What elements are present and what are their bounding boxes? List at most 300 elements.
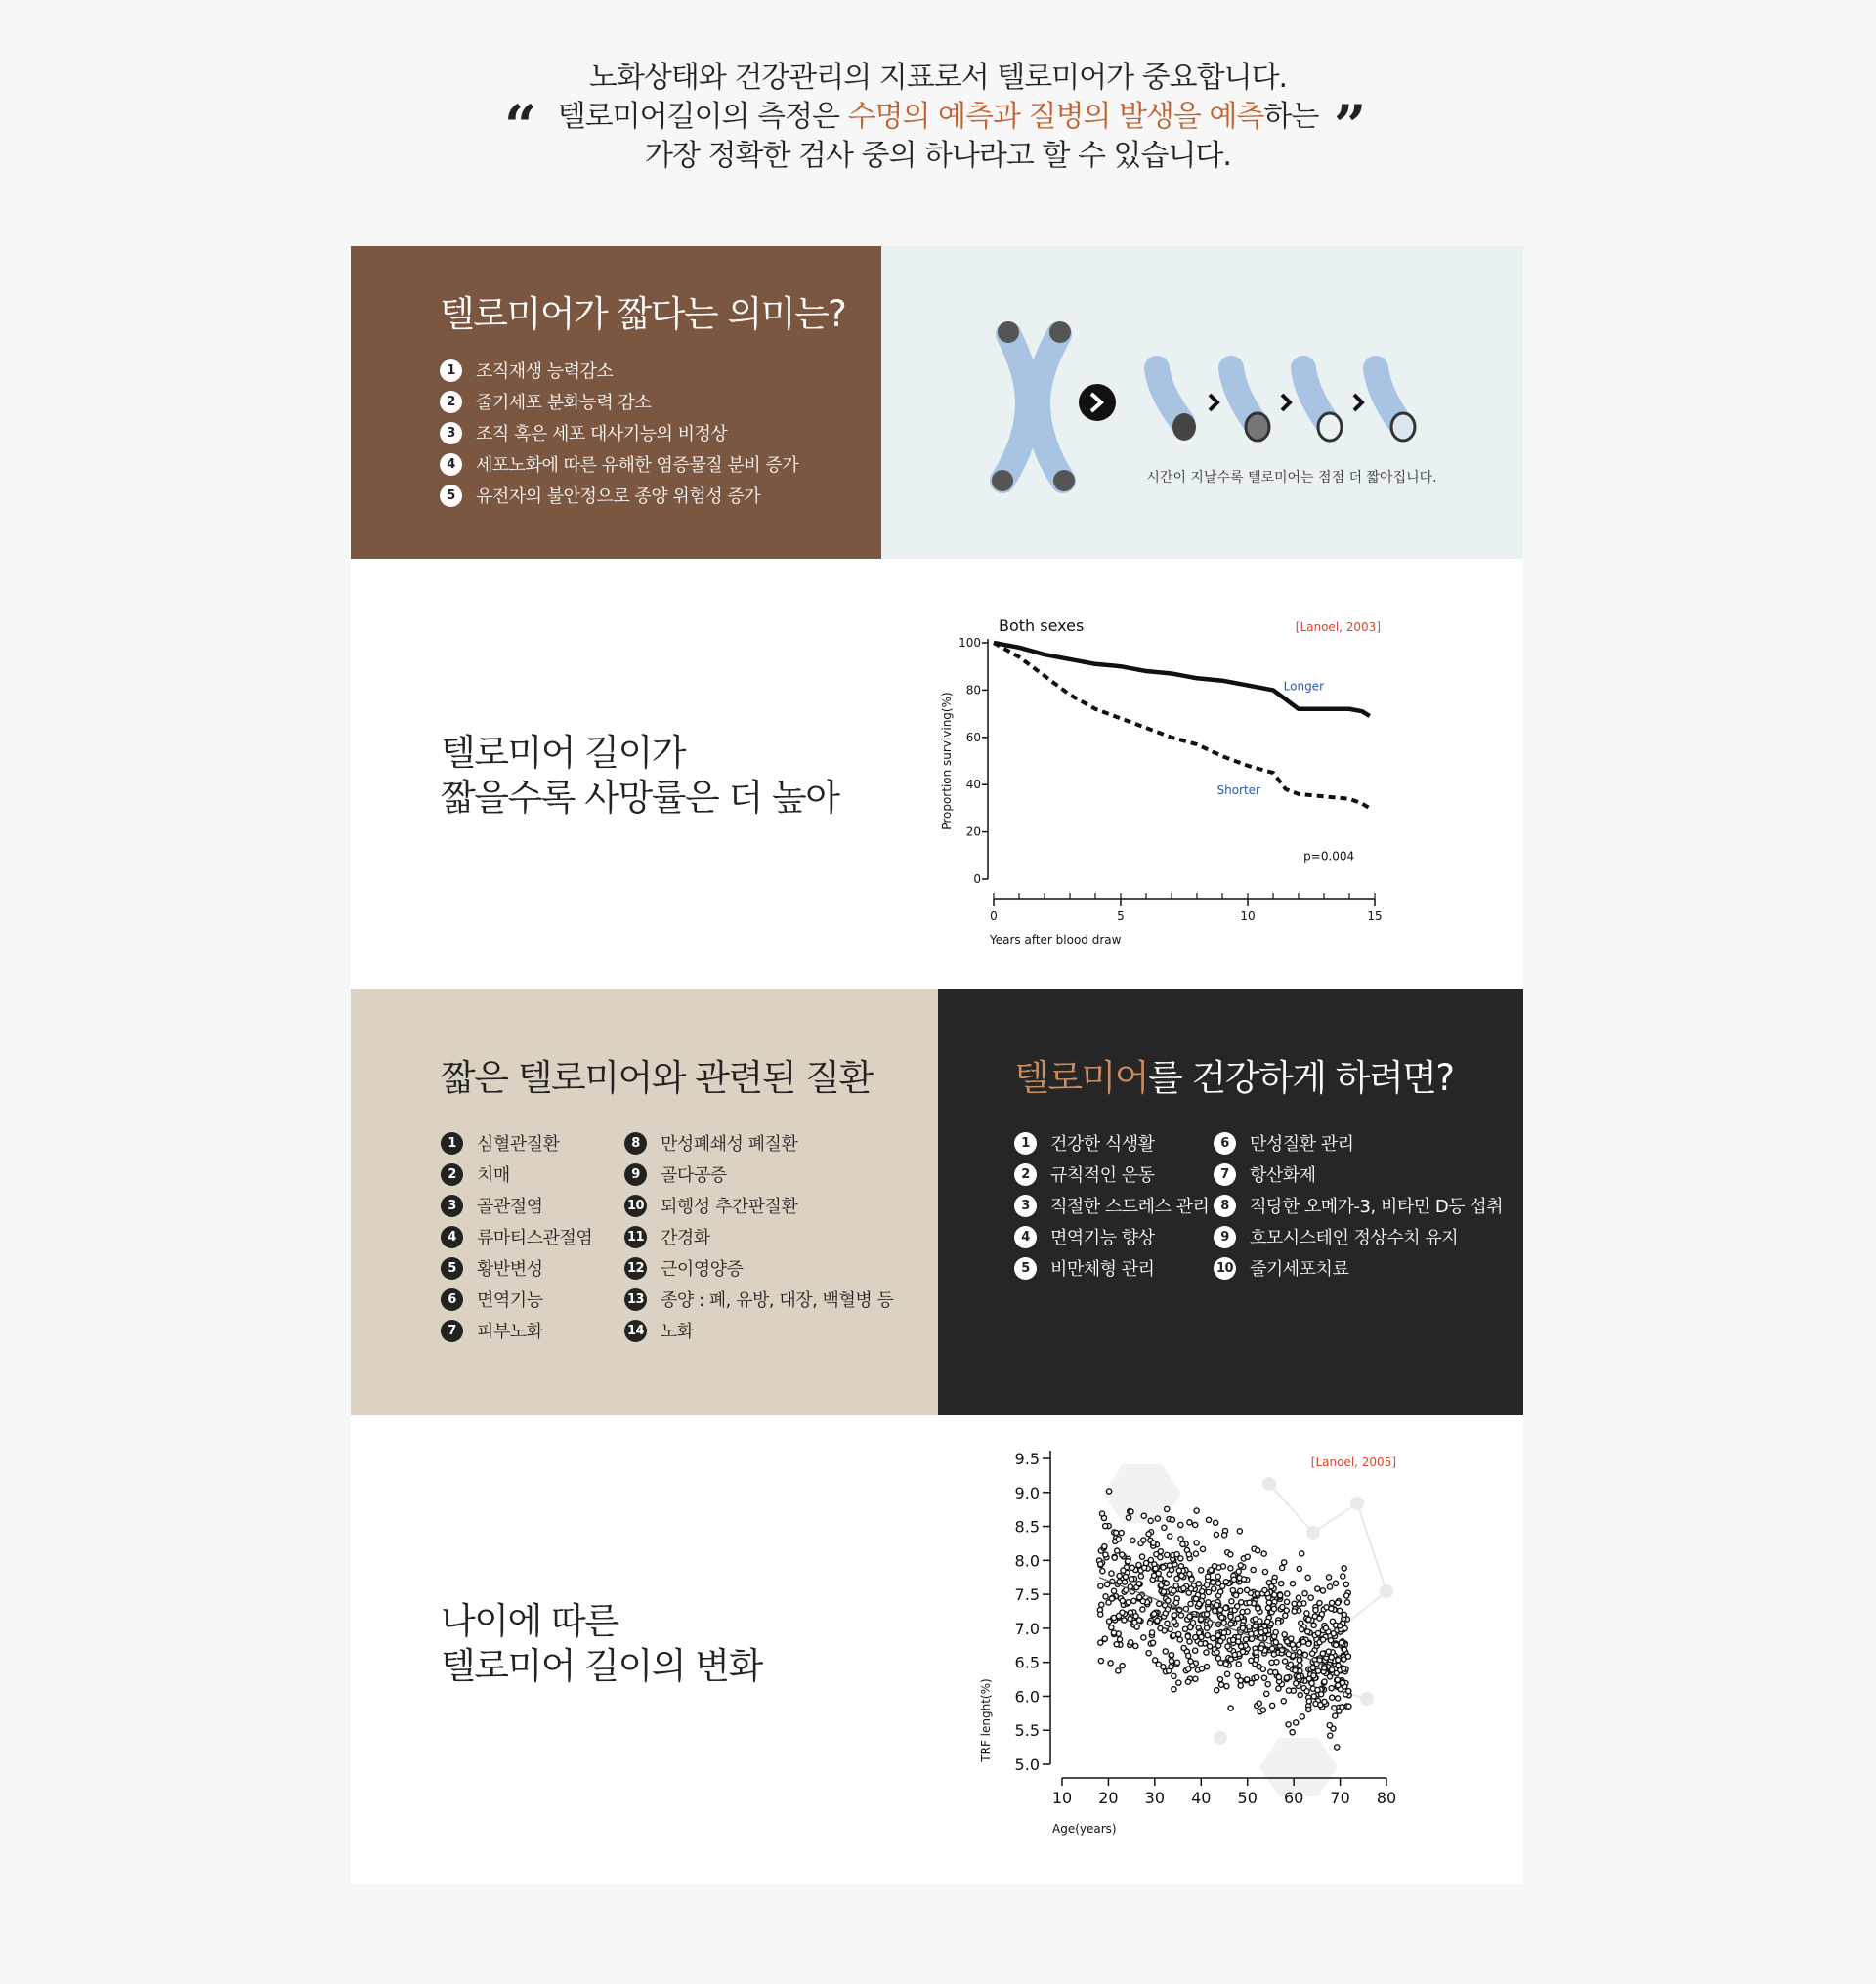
list-item bbox=[440, 448, 798, 480]
scatter-point bbox=[1327, 1584, 1332, 1589]
scatter-point bbox=[1276, 1620, 1281, 1625]
list-item bbox=[441, 1315, 592, 1346]
list-item-text: 조직 혹은 세포 대사기능의 비정상 bbox=[476, 424, 728, 444]
scatter-point bbox=[1336, 1683, 1341, 1688]
scatter-point bbox=[1212, 1586, 1216, 1591]
scatter-point bbox=[1313, 1608, 1318, 1613]
scatter-point bbox=[1146, 1651, 1151, 1656]
scatter-point bbox=[1111, 1588, 1116, 1593]
scatter-point bbox=[1284, 1675, 1289, 1680]
scatter-point bbox=[1286, 1722, 1291, 1727]
scatter-point bbox=[1103, 1524, 1108, 1529]
list-item bbox=[441, 1284, 592, 1315]
scatter-point bbox=[1254, 1675, 1258, 1680]
list-item bbox=[624, 1159, 893, 1190]
x-axis-label: Age(years) bbox=[1052, 1822, 1117, 1836]
scatter-point bbox=[1322, 1679, 1327, 1684]
scatter-point bbox=[1178, 1522, 1183, 1527]
healthy-title-highlight: 텔로미어 bbox=[1014, 1057, 1148, 1099]
scatter-point bbox=[1346, 1689, 1351, 1694]
number-badge: 4 bbox=[1014, 1226, 1037, 1248]
shortening-telomere-sequence bbox=[1157, 368, 1415, 441]
mortality-title-line-1: 텔로미어 길이가 bbox=[441, 732, 685, 774]
close-quote-icon: ” bbox=[1334, 93, 1367, 159]
scatter-point bbox=[1200, 1589, 1205, 1594]
list-item-text: 만성질환 관리 bbox=[1250, 1134, 1354, 1155]
number-badge: 3 bbox=[440, 422, 462, 444]
scatter-point bbox=[1228, 1657, 1233, 1662]
scatter-point bbox=[1296, 1642, 1300, 1647]
y-tick-label: 40 bbox=[965, 778, 981, 792]
scatter-point bbox=[1199, 1667, 1204, 1671]
number-badge: 10 bbox=[1214, 1257, 1236, 1280]
scatter-point bbox=[1173, 1600, 1178, 1605]
scatter-point bbox=[1265, 1619, 1270, 1624]
scatter-point bbox=[1236, 1662, 1241, 1667]
scatter-point bbox=[1305, 1575, 1310, 1580]
diseases-panel bbox=[351, 989, 938, 1415]
scatter-point bbox=[1315, 1668, 1320, 1673]
scatter-point bbox=[1327, 1674, 1332, 1679]
scatter-point bbox=[1297, 1601, 1301, 1606]
scatter-point bbox=[1335, 1745, 1340, 1750]
scatter-point bbox=[1294, 1720, 1299, 1725]
scatter-point bbox=[1235, 1604, 1240, 1609]
scatter-point bbox=[1261, 1551, 1266, 1556]
scatter-point bbox=[1223, 1580, 1228, 1584]
scatter-point bbox=[1326, 1575, 1331, 1580]
scatter-point bbox=[1204, 1665, 1209, 1669]
scatter-point bbox=[1298, 1692, 1302, 1697]
x-tick-label: 50 bbox=[1237, 1789, 1258, 1807]
list-item bbox=[441, 1127, 592, 1159]
scatter-point bbox=[1273, 1669, 1278, 1674]
scatter-point bbox=[1261, 1675, 1266, 1680]
scatter-point bbox=[1311, 1673, 1316, 1678]
scatter-point bbox=[1238, 1683, 1243, 1688]
scatter-point bbox=[1336, 1658, 1341, 1663]
list-item-text: 노화 bbox=[661, 1322, 694, 1342]
list-item-text: 면역기능 향상 bbox=[1050, 1228, 1155, 1248]
scatter-point bbox=[1155, 1516, 1160, 1521]
scatter-point bbox=[1100, 1569, 1105, 1574]
number-badge: 1 bbox=[1014, 1132, 1037, 1155]
scatter-point bbox=[1197, 1601, 1202, 1606]
scatter-point bbox=[1122, 1618, 1127, 1623]
scatter-point bbox=[1129, 1640, 1133, 1645]
scatter-point bbox=[1258, 1646, 1263, 1651]
scatter-point bbox=[1141, 1538, 1146, 1542]
telomere-illustration-panel bbox=[881, 246, 1523, 559]
scatter-point bbox=[1288, 1662, 1293, 1667]
scatter-point bbox=[1270, 1703, 1275, 1708]
list-item-text: 종양 : 폐, 유방, 대장, 백혈병 등 bbox=[661, 1290, 894, 1311]
scatter-point bbox=[1126, 1559, 1130, 1564]
scatter-point bbox=[1230, 1588, 1235, 1593]
list-item bbox=[1014, 1159, 1209, 1190]
scatter-point bbox=[1172, 1613, 1177, 1618]
age-scatter-chart bbox=[976, 1445, 1426, 1855]
list-item bbox=[1014, 1221, 1209, 1252]
scatter-point bbox=[1336, 1696, 1341, 1701]
scatter-point bbox=[1271, 1579, 1276, 1583]
scatter-point bbox=[1117, 1637, 1122, 1642]
scatter-point bbox=[1296, 1674, 1300, 1679]
y-tick-label: 7.0 bbox=[1014, 1619, 1040, 1638]
scatter-point bbox=[1123, 1574, 1128, 1579]
healthy-list-col2 bbox=[1214, 1127, 1503, 1284]
list-item bbox=[624, 1284, 893, 1315]
list-item bbox=[624, 1127, 893, 1159]
scatter-point bbox=[1306, 1699, 1311, 1704]
scatter-point bbox=[1330, 1667, 1335, 1672]
scatter-point bbox=[1329, 1600, 1334, 1605]
scatter-point bbox=[1165, 1552, 1170, 1557]
list-item-text: 호모시스테인 정상수치 유지 bbox=[1250, 1228, 1459, 1248]
scatter-point bbox=[1215, 1574, 1220, 1579]
scatter-point bbox=[1330, 1695, 1335, 1700]
scatter-point bbox=[1292, 1609, 1297, 1614]
scatter-point bbox=[1280, 1565, 1285, 1570]
scatter-point bbox=[1228, 1614, 1233, 1619]
scatter-point bbox=[1344, 1600, 1349, 1605]
scatter-point bbox=[1258, 1630, 1263, 1635]
x-tick-label: 10 bbox=[1240, 909, 1256, 923]
scatter-point bbox=[1333, 1581, 1338, 1585]
y-tick-label: 20 bbox=[965, 824, 981, 839]
scatter-point bbox=[1320, 1651, 1325, 1656]
scatter-point bbox=[1271, 1606, 1276, 1611]
x-axis-label: Years after blood draw bbox=[990, 933, 1122, 947]
scatter-point bbox=[1344, 1593, 1349, 1598]
number-badge: 6 bbox=[441, 1288, 463, 1311]
scatter-point bbox=[1264, 1691, 1269, 1696]
scatter-point bbox=[1333, 1713, 1338, 1718]
scatter-point bbox=[1141, 1635, 1146, 1640]
scatter-point bbox=[1215, 1650, 1219, 1655]
scatter-point bbox=[1199, 1634, 1204, 1639]
scatter-point bbox=[1273, 1629, 1278, 1634]
scatter-point bbox=[1335, 1677, 1340, 1682]
scatter-point bbox=[1256, 1548, 1260, 1553]
scatter-point bbox=[1338, 1624, 1343, 1628]
number-badge: 2 bbox=[441, 1163, 463, 1186]
number-badge: 4 bbox=[441, 1226, 463, 1248]
scatter-point bbox=[1165, 1506, 1170, 1511]
series-label-shorter: Shorter bbox=[1216, 782, 1260, 797]
list-item bbox=[624, 1252, 893, 1284]
scatter-point bbox=[1327, 1723, 1332, 1728]
y-tick-label: 6.5 bbox=[1014, 1653, 1040, 1672]
illustration-caption: 시간이 지날수록 텔로미어는 점점 더 짧아집니다. bbox=[1146, 470, 1437, 485]
scatter-point bbox=[1215, 1656, 1220, 1661]
y-axis-label: Proportion surviving(%) bbox=[940, 692, 954, 830]
survival-chart bbox=[937, 608, 1426, 979]
scatter-point bbox=[1157, 1601, 1162, 1606]
number-badge: 1 bbox=[440, 359, 462, 382]
scatter-point bbox=[1228, 1552, 1233, 1557]
list-item bbox=[1014, 1127, 1209, 1159]
scatter-point bbox=[1188, 1659, 1193, 1664]
scatter-point bbox=[1224, 1684, 1229, 1689]
scatter-point bbox=[1232, 1652, 1237, 1657]
scatter-point bbox=[1176, 1568, 1181, 1573]
scatter-point bbox=[1193, 1635, 1198, 1640]
x-tick-label: 0 bbox=[990, 909, 998, 923]
scatter-point bbox=[1283, 1613, 1288, 1618]
list-item-text: 골관절염 bbox=[477, 1197, 543, 1217]
scatter-point bbox=[1215, 1633, 1220, 1638]
age-title bbox=[441, 1599, 762, 1689]
scatter-point bbox=[1188, 1601, 1193, 1606]
list-item bbox=[441, 1221, 592, 1252]
number-badge: 13 bbox=[624, 1288, 647, 1311]
scatter-point bbox=[1151, 1640, 1156, 1645]
number-badge: 2 bbox=[1014, 1163, 1037, 1186]
scatter-point bbox=[1215, 1688, 1219, 1693]
list-item bbox=[1014, 1190, 1209, 1221]
scatter-point bbox=[1146, 1532, 1151, 1537]
meaning-panel bbox=[351, 246, 881, 559]
scatter-point bbox=[1342, 1612, 1346, 1617]
scatter-point bbox=[1255, 1591, 1259, 1596]
list-item-text: 근이영양증 bbox=[661, 1259, 744, 1280]
scatter-point bbox=[1257, 1664, 1261, 1668]
scatter-point bbox=[1233, 1593, 1238, 1598]
scatter-point bbox=[1155, 1618, 1160, 1623]
scatter-point bbox=[1320, 1588, 1325, 1593]
list-item bbox=[1214, 1159, 1503, 1190]
scatter-point bbox=[1169, 1665, 1173, 1669]
number-badge: 11 bbox=[624, 1226, 647, 1248]
scatter-point bbox=[1147, 1621, 1152, 1625]
list-item bbox=[440, 386, 798, 417]
list-item bbox=[440, 355, 798, 386]
diseases-health-section bbox=[351, 989, 1523, 1415]
scatter-point bbox=[1339, 1640, 1343, 1645]
scatter-point bbox=[1306, 1617, 1311, 1622]
scatter-point bbox=[1178, 1613, 1183, 1618]
diseases-list-col1 bbox=[441, 1127, 592, 1346]
scatter-point bbox=[1315, 1586, 1320, 1591]
scatter-point bbox=[1156, 1571, 1161, 1576]
scatter-point bbox=[1265, 1682, 1270, 1687]
scatter-point bbox=[1172, 1619, 1176, 1624]
number-badge: 6 bbox=[1214, 1132, 1236, 1155]
scatter-point bbox=[1205, 1633, 1210, 1638]
scatter-point bbox=[1186, 1653, 1191, 1658]
scatter-point bbox=[1218, 1682, 1223, 1687]
scatter-point bbox=[1185, 1634, 1190, 1639]
scatter-point bbox=[1114, 1642, 1119, 1647]
scatter-point bbox=[1099, 1511, 1104, 1516]
scatter-point bbox=[1115, 1548, 1120, 1553]
scatter-point bbox=[1329, 1686, 1334, 1691]
scatter-point bbox=[1174, 1552, 1179, 1557]
scatter-point bbox=[1162, 1628, 1167, 1633]
scatter-point bbox=[1269, 1660, 1274, 1665]
scatter-point bbox=[1342, 1566, 1346, 1571]
scatter-point bbox=[1223, 1662, 1228, 1667]
scatter-point bbox=[1296, 1595, 1300, 1600]
scatter-point bbox=[1176, 1680, 1181, 1685]
list-item bbox=[624, 1221, 893, 1252]
list-item bbox=[1214, 1127, 1503, 1159]
age-title-line-1: 나이에 따른 bbox=[441, 1600, 618, 1642]
list-item-text: 유전자의 불안정으로 종양 위험성 증가 bbox=[476, 486, 761, 507]
scatter-point bbox=[1290, 1642, 1295, 1647]
mortality-title bbox=[441, 731, 838, 821]
number-badge: 5 bbox=[1014, 1257, 1037, 1280]
scatter-point bbox=[1111, 1630, 1116, 1635]
scatter-point bbox=[1297, 1566, 1301, 1571]
scatter-point bbox=[1122, 1580, 1127, 1584]
scatter-point bbox=[1099, 1602, 1104, 1607]
scatter-point bbox=[1304, 1611, 1309, 1616]
scatter-point bbox=[1193, 1551, 1198, 1556]
quote-line-2-pre: 텔로미어길이의 측정은 bbox=[557, 100, 848, 134]
scatter-point bbox=[1221, 1630, 1226, 1635]
scatter-point bbox=[1343, 1582, 1348, 1586]
scatter-point bbox=[1240, 1649, 1245, 1654]
scatter-point bbox=[1190, 1620, 1195, 1625]
scatter-point bbox=[1180, 1541, 1185, 1546]
scatter-point bbox=[1187, 1639, 1192, 1644]
scatter-point bbox=[1172, 1687, 1176, 1692]
scatter-point bbox=[1198, 1641, 1203, 1646]
list-item bbox=[1014, 1252, 1209, 1284]
scatter-point bbox=[1187, 1571, 1192, 1576]
scatter-point bbox=[1262, 1569, 1267, 1574]
list-item-text: 세포노화에 따른 유해한 염증물질 분비 증가 bbox=[476, 455, 799, 476]
molecule-node bbox=[1214, 1731, 1227, 1745]
scatter-point bbox=[1215, 1581, 1220, 1585]
scatter-point bbox=[1326, 1649, 1331, 1654]
scatter-point bbox=[1117, 1573, 1122, 1578]
scatter-point bbox=[1128, 1610, 1132, 1615]
scatter-point bbox=[1105, 1582, 1110, 1586]
quote-line-2 bbox=[0, 98, 1876, 137]
scatter-point bbox=[1254, 1657, 1258, 1662]
list-item bbox=[441, 1252, 592, 1284]
scatter-point bbox=[1128, 1616, 1132, 1621]
healthy-title bbox=[1014, 1057, 1454, 1100]
chart-title: Both sexes bbox=[999, 616, 1085, 635]
scatter-point bbox=[1186, 1667, 1191, 1671]
scatter-point bbox=[1166, 1598, 1171, 1603]
x-tick-label: 10 bbox=[1051, 1789, 1073, 1807]
scatter-point bbox=[1187, 1520, 1192, 1525]
y-tick-label: 0 bbox=[973, 872, 981, 886]
scatter-point bbox=[1133, 1643, 1138, 1648]
intro-quote bbox=[0, 59, 1876, 176]
y-tick-label: 6.0 bbox=[1014, 1687, 1040, 1707]
scatter-point bbox=[1235, 1673, 1240, 1678]
scatter-point bbox=[1340, 1705, 1344, 1710]
scatter-point bbox=[1218, 1589, 1223, 1594]
scatter-point bbox=[1117, 1580, 1122, 1584]
x-tick-label: 40 bbox=[1191, 1789, 1212, 1807]
scatter-point bbox=[1329, 1606, 1334, 1611]
scatter-point bbox=[1341, 1574, 1345, 1579]
list-item-text: 황반변성 bbox=[477, 1259, 543, 1280]
scatter-point bbox=[1149, 1630, 1154, 1635]
scatter-point bbox=[1217, 1677, 1222, 1682]
scatter-point bbox=[1208, 1644, 1213, 1649]
meaning-title: 텔로미어가 짧다는 의미는? bbox=[440, 293, 846, 335]
number-badge: 5 bbox=[441, 1257, 463, 1280]
scatter-point bbox=[1292, 1601, 1297, 1606]
list-item bbox=[440, 480, 798, 511]
scatter-point bbox=[1216, 1643, 1221, 1648]
scatter-point bbox=[1315, 1630, 1320, 1635]
scatter-point bbox=[1280, 1605, 1285, 1610]
scatter-point bbox=[1206, 1574, 1211, 1579]
scatter-point bbox=[1265, 1605, 1270, 1610]
scatter-point bbox=[1098, 1659, 1103, 1664]
number-badge: 12 bbox=[624, 1257, 647, 1280]
scatter-point bbox=[1169, 1659, 1173, 1664]
scatter-point bbox=[1130, 1538, 1135, 1542]
scatter-point bbox=[1342, 1647, 1346, 1652]
meaning-list bbox=[440, 355, 798, 511]
scatter-point bbox=[1134, 1625, 1139, 1629]
scatter-point bbox=[1235, 1616, 1240, 1621]
scatter-point bbox=[1182, 1626, 1187, 1631]
open-quote-icon: “ bbox=[504, 93, 537, 159]
scatter-point bbox=[1137, 1595, 1142, 1600]
scatter-point bbox=[1284, 1599, 1289, 1604]
scatter-point bbox=[1116, 1537, 1121, 1541]
scatter-point bbox=[1178, 1537, 1183, 1541]
scatter-point bbox=[1193, 1596, 1198, 1601]
scatter-point bbox=[1177, 1637, 1182, 1642]
scatter-point bbox=[1165, 1621, 1170, 1625]
scatter-point bbox=[1281, 1699, 1286, 1704]
list-item-text: 항산화제 bbox=[1250, 1165, 1316, 1186]
scatter-point bbox=[1151, 1541, 1156, 1545]
scatter-point bbox=[1318, 1703, 1323, 1708]
scatter-point bbox=[1269, 1584, 1274, 1589]
scatter-point bbox=[1120, 1552, 1125, 1557]
series-label-longer: Longer bbox=[1283, 679, 1324, 694]
scatter-point bbox=[1241, 1577, 1246, 1582]
scatter-point bbox=[1102, 1544, 1107, 1549]
scatter-point bbox=[1231, 1577, 1236, 1582]
scatter-point bbox=[1189, 1577, 1194, 1582]
healthy-panel bbox=[938, 989, 1523, 1415]
scatter-point bbox=[1196, 1582, 1201, 1586]
number-badge: 4 bbox=[440, 453, 462, 476]
scatter-point bbox=[1224, 1671, 1229, 1676]
scatter-point bbox=[1240, 1625, 1245, 1630]
scatter-point bbox=[1237, 1529, 1242, 1534]
p-value-annotation: p=0.004 bbox=[1303, 849, 1355, 864]
list-item-text: 심혈관질환 bbox=[477, 1134, 560, 1155]
hexagon-shape bbox=[1259, 1738, 1338, 1796]
number-badge: 7 bbox=[1214, 1163, 1236, 1186]
x-tick-label: 5 bbox=[1117, 909, 1125, 923]
meaning-section bbox=[351, 246, 1523, 559]
scatter-point bbox=[1290, 1582, 1295, 1586]
telomere-illustration bbox=[881, 246, 1523, 559]
scatter-point bbox=[1211, 1636, 1215, 1641]
scatter-point bbox=[1262, 1587, 1267, 1592]
scatter-point bbox=[1193, 1676, 1198, 1681]
scatter-point bbox=[1311, 1694, 1316, 1699]
list-item-text: 퇴행성 추간판질환 bbox=[661, 1197, 798, 1217]
number-badge: 8 bbox=[1214, 1195, 1236, 1217]
